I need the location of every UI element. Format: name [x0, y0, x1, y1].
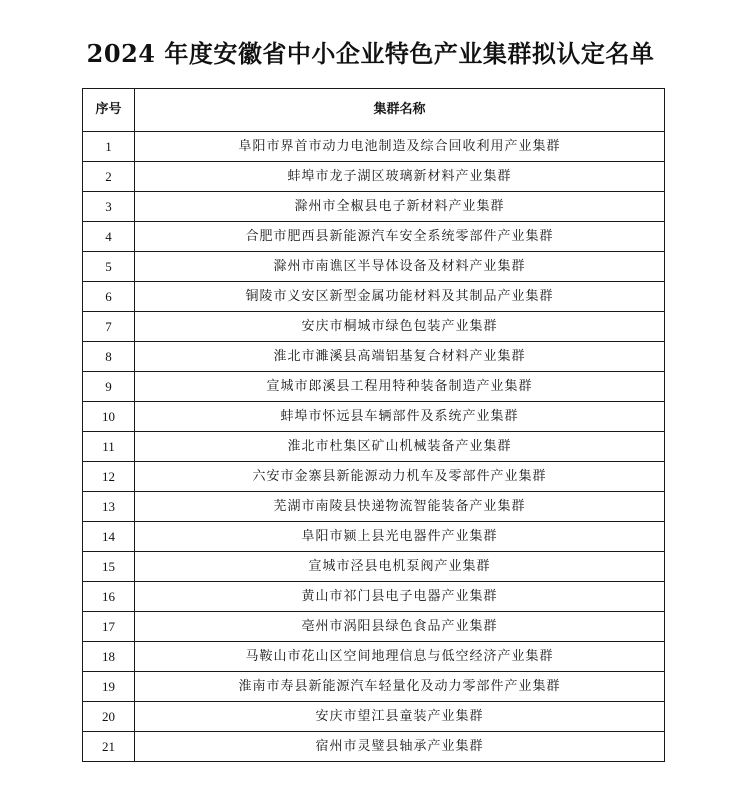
row-number: 17: [83, 612, 135, 642]
cluster-name: 马鞍山市花山区空间地理信息与低空经济产业集群: [135, 642, 665, 672]
cluster-name: 安庆市望江县童装产业集群: [135, 702, 665, 732]
table-row: [83, 372, 665, 402]
row-number: 15: [83, 552, 135, 582]
cluster-name: 淮南市寿县新能源汽车轻量化及动力零部件产业集群: [135, 672, 665, 702]
cluster-name: 阜阳市界首市动力电池制造及综合回收利用产业集群: [135, 132, 665, 162]
table-row: [83, 552, 665, 582]
table-row: [83, 702, 665, 732]
table-header-row: [83, 89, 665, 132]
table-row: [83, 522, 665, 552]
cluster-name: 滁州市全椒县电子新材料产业集群: [135, 192, 665, 222]
cluster-name: 阜阳市颍上县光电器件产业集群: [135, 522, 665, 552]
row-number: 13: [83, 492, 135, 522]
table-body: [83, 132, 665, 762]
row-number: 5: [83, 252, 135, 282]
cluster-name: 黄山市祁门县电子电器产业集群: [135, 582, 665, 612]
table-row: [83, 162, 665, 192]
cluster-name: 蚌埠市龙子湖区玻璃新材料产业集群: [135, 162, 665, 192]
table-row: [83, 282, 665, 312]
row-number: 9: [83, 372, 135, 402]
cluster-name: 宿州市灵璧县轴承产业集群: [135, 732, 665, 762]
cluster-list-table: [82, 88, 665, 762]
table-row: [83, 612, 665, 642]
cluster-name: 铜陵市义安区新型金属功能材料及其制品产业集群: [135, 282, 665, 312]
row-number: 19: [83, 672, 135, 702]
row-number: 11: [83, 432, 135, 462]
table-row: [83, 312, 665, 342]
column-header-no: 序号: [83, 89, 135, 132]
row-number: 1: [83, 132, 135, 162]
cluster-name: 六安市金寨县新能源动力机车及零部件产业集群: [135, 462, 665, 492]
table-row: [83, 132, 665, 162]
row-number: 16: [83, 582, 135, 612]
cluster-name: 安庆市桐城市绿色包装产业集群: [135, 312, 665, 342]
column-header-name: 集群名称: [135, 89, 665, 132]
table-row: [83, 492, 665, 522]
cluster-name: 合肥市肥西县新能源汽车安全系统零部件产业集群: [135, 222, 665, 252]
cluster-name: 蚌埠市怀远县车辆部件及系统产业集群: [135, 402, 665, 432]
table-row: [83, 732, 665, 762]
row-number: 10: [83, 402, 135, 432]
row-number: 2: [83, 162, 135, 192]
row-number: 14: [83, 522, 135, 552]
table-row: [83, 642, 665, 672]
cluster-name: 宣城市郎溪县工程用特种装备制造产业集群: [135, 372, 665, 402]
row-number: 6: [83, 282, 135, 312]
row-number: 8: [83, 342, 135, 372]
cluster-name: 亳州市涡阳县绿色食品产业集群: [135, 612, 665, 642]
page-title: 2024 年度安徽省中小企业特色产业集群拟认定名单: [86, 39, 655, 68]
cluster-name: 淮北市濉溪县高端铝基复合材料产业集群: [135, 342, 665, 372]
table-row: [83, 462, 665, 492]
cluster-name: 芜湖市南陵县快递物流智能装备产业集群: [135, 492, 665, 522]
row-number: 21: [83, 732, 135, 762]
table-row: [83, 402, 665, 432]
row-number: 18: [83, 642, 135, 672]
row-number: 12: [83, 462, 135, 492]
row-number: 20: [83, 702, 135, 732]
row-number: 4: [83, 222, 135, 252]
table-row: [83, 582, 665, 612]
table-row: [83, 222, 665, 252]
table-row: [83, 672, 665, 702]
row-number: 7: [83, 312, 135, 342]
cluster-name: 淮北市杜集区矿山机械装备产业集群: [135, 432, 665, 462]
row-number: 3: [83, 192, 135, 222]
table-row: [83, 192, 665, 222]
table-row: [83, 252, 665, 282]
cluster-name: 宣城市泾县电机泵阀产业集群: [135, 552, 665, 582]
table-row: [83, 432, 665, 462]
cluster-name: 滁州市南谯区半导体设备及材料产业集群: [135, 252, 665, 282]
table-row: [83, 342, 665, 372]
